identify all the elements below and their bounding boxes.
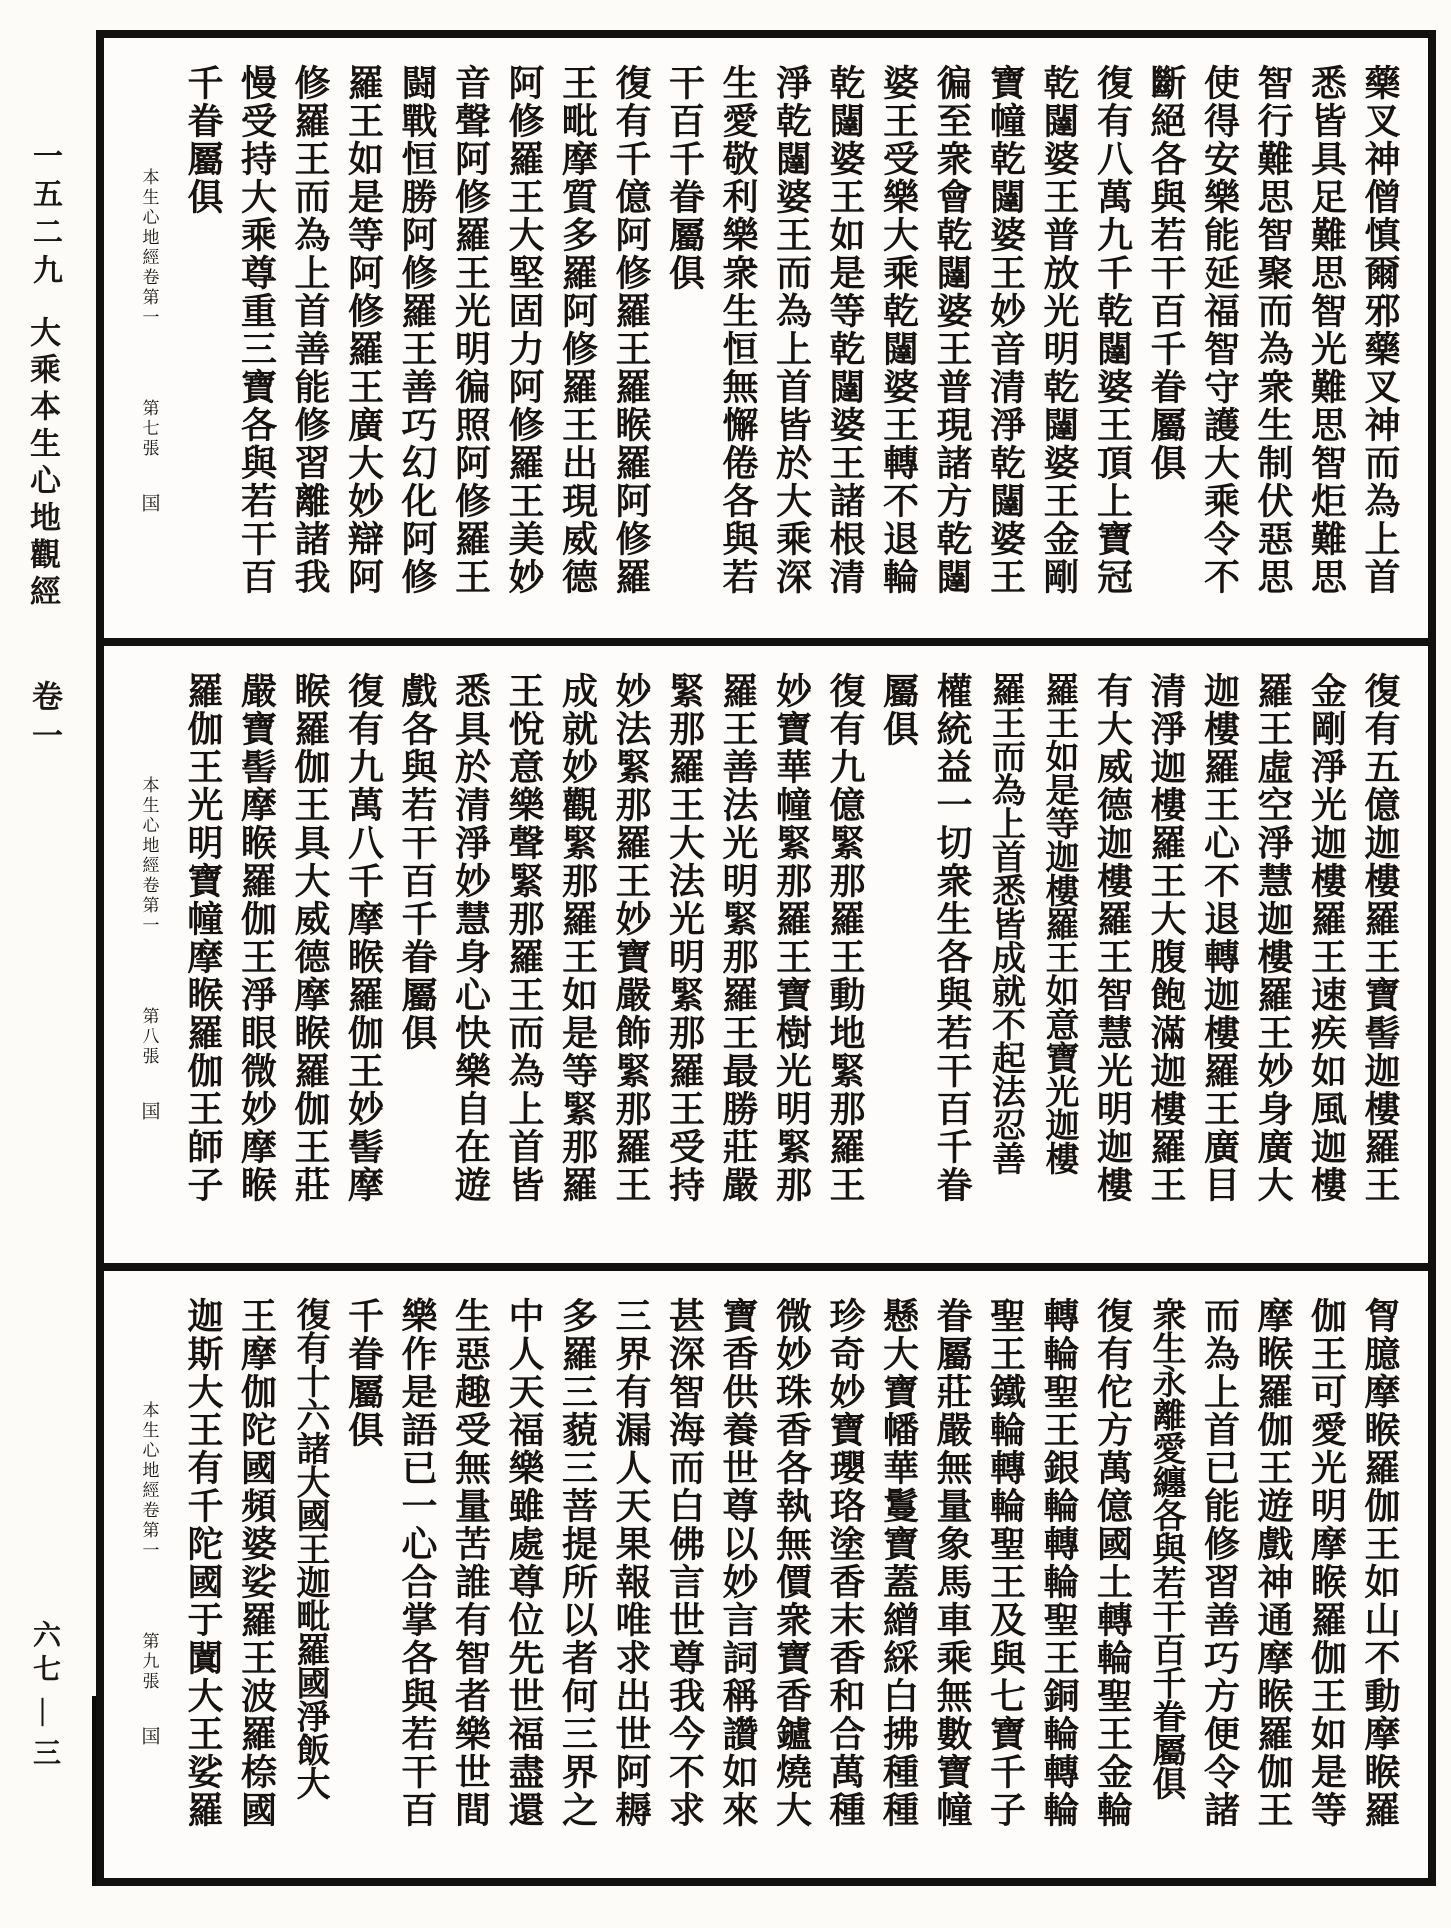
- sutra-column: 闘戰恒勝阿修羅王善巧幻化阿修: [397, 64, 437, 596]
- sutra-column: 悉具於清淨妙慧身心快樂自在遊: [450, 672, 491, 1204]
- note-sheet-number: 第七張: [139, 399, 159, 460]
- note-case-mark: 国: [138, 1100, 160, 1123]
- page-dash: —: [29, 1698, 60, 1732]
- sutra-column: 羅王善法光明緊那羅王最勝莊嚴: [718, 672, 758, 1204]
- page-frame: [96, 30, 1436, 1886]
- note-case-mark: 国: [138, 1725, 160, 1748]
- margin-volume-page: [24, 1620, 64, 1772]
- sheet-block-8: [104, 646, 1428, 1263]
- note-scripture-title: 本生心地經卷第一: [139, 168, 159, 328]
- sutra-column: 千眷屬俱: [183, 64, 223, 216]
- sutra-column: 王摩伽陀國頻婆娑羅王波羅㮈國: [236, 1297, 277, 1829]
- note-case-mark: 国: [138, 492, 160, 515]
- folio-note: [122, 1297, 176, 1876]
- sutra-column: 而為上首已能修習善巧方便令諸: [1199, 1297, 1240, 1829]
- folio-note: [122, 64, 176, 638]
- sutra-column: 樂作是語已一心合掌各與若干百: [397, 1297, 437, 1829]
- sutra-column: 妙寶華幢緊那羅王寶樹光明緊那: [771, 672, 812, 1204]
- sutra-column: 復有九億緊那羅王動地緊那羅王: [825, 672, 865, 1204]
- sutra-column: 乾闥婆王普放光明乾闥婆王金剛: [1039, 64, 1079, 596]
- sutra-column: 寶幢乾闥婆王妙音清淨乾闥婆王: [985, 64, 1026, 596]
- sutra-column: 生惡趣受無量苦誰有智者樂世間: [450, 1297, 491, 1829]
- sutra-column: 悉皆具足難思智光難思智炬難思: [1306, 64, 1347, 596]
- sutra-column: 迦斯大王有千陀國于闐大王娑羅: [183, 1297, 223, 1829]
- sutra-column: 緊那羅王大法光明緊那羅王受持: [664, 672, 705, 1204]
- margin-fascicle-label: 卷一: [27, 680, 62, 758]
- sutra-column: 多羅三藐三菩提所以者何三界之: [557, 1297, 598, 1829]
- sutra-column: 胷臆摩睺羅伽王如山不動摩睺羅: [1360, 1297, 1400, 1829]
- sutra-column: 金剛淨光迦樓羅王速疾如風迦樓: [1306, 672, 1347, 1204]
- sutra-column: 音聲阿修羅王光明徧照阿修羅王: [450, 64, 491, 596]
- sutra-column: 三界有漏人天果報唯求出世阿耨: [611, 1297, 651, 1829]
- sutra-column: 迦樓羅王心不退轉迦樓羅王廣目: [1199, 672, 1240, 1204]
- sutra-column: 羅王如是等阿修羅王廣大妙辯阿: [343, 64, 384, 596]
- sutra-column: 阿修羅王大堅固力阿修羅王美妙: [504, 64, 544, 596]
- sutra-column: 衆生永離愛纏各與若干百千眷屬俱: [1147, 1297, 1184, 1800]
- sutra-column: 戲各與若干百千眷屬俱: [397, 672, 437, 1052]
- sutra-column: 慢受持大乘尊重三寶各與若干百: [236, 64, 277, 596]
- sutra-column: 轉輪聖王銀輪轉輪聖王銅輪轉輪: [1039, 1297, 1079, 1829]
- sutra-column: 羅伽王光明寶幢摩睺羅伽王師子: [183, 672, 223, 1204]
- margin-sutra-title: 大乘本生心地觀經: [25, 316, 60, 612]
- sutra-column: 睺羅伽王具大威德摩睺羅伽王莊: [290, 672, 330, 1204]
- sheet-divider: [104, 1263, 1428, 1271]
- sutra-column: 王悅意樂聲緊那羅王而為上首皆: [504, 672, 544, 1204]
- sutra-column: 乾闥婆王如是等乾闥婆王諸根清: [825, 64, 865, 596]
- sutra-column: 修羅王而為上首善能修習離諸我: [290, 64, 330, 596]
- sutra-column: 摩睺羅伽王遊戲神通摩睺羅伽王: [1253, 1297, 1293, 1829]
- sutra-column: 王毗摩質多羅阿修羅王出現威德: [557, 64, 598, 596]
- sutra-column: 嚴寶髻摩睺羅伽王淨眼微妙摩睺: [236, 672, 277, 1204]
- sutra-column: 權統益一切衆生各與若干百千眷: [932, 672, 972, 1204]
- sutra-column: 復有十六諸大國王迦毗羅國淨飯大: [291, 1297, 328, 1800]
- note-sheet-number: 第八張: [139, 1007, 159, 1068]
- sutra-column: 甚深智海而白佛言世尊我今不求: [664, 1297, 705, 1829]
- sutra-column: 生愛敬利樂衆生恒無懈倦各與若: [718, 64, 758, 596]
- sutra-column: 羅王而為上首悉皆成就不起法忍善: [986, 672, 1024, 1175]
- sutra-column: 藥叉神僧慎爾邪藥叉神而為上首: [1360, 64, 1400, 596]
- sutra-column: 羅王虛空淨慧迦樓羅王妙身廣大: [1253, 672, 1293, 1204]
- sutra-column: 寶香供養世尊以妙言詞稱讚如來: [718, 1297, 758, 1829]
- sutra-column: 清淨迦樓羅王大腹飽滿迦樓羅王: [1146, 672, 1186, 1204]
- sutra-column: 羅王如是等迦樓羅王如意寶光迦樓: [1040, 672, 1077, 1175]
- sutra-column: 伽王可愛光明摩睺羅伽王如是等: [1306, 1297, 1347, 1829]
- sutra-column: 徧至衆會乾闥婆王普現諸方乾闥: [932, 64, 972, 596]
- sutra-column: 干百千眷屬俱: [664, 64, 705, 292]
- sutra-column: 復有九萬八千摩睺羅伽王妙髻摩: [343, 672, 384, 1204]
- note-scripture-title: 本生心地經卷第一: [139, 776, 159, 936]
- page-number: 三: [29, 1738, 60, 1772]
- sutra-column: 懸大寶幡華鬘寶蓋繒綵白拂種種: [878, 1297, 919, 1829]
- note-scripture-title: 本生心地經卷第一: [139, 1401, 159, 1561]
- sheet-block-7: [104, 38, 1428, 638]
- sutra-column: 復有佗方萬億國土轉輪聖王金輪: [1092, 1297, 1133, 1829]
- sutra-column: 婆王受樂大乘乾闥婆王轉不退輪: [878, 64, 919, 596]
- sheet-divider: [104, 638, 1428, 646]
- sutra-column: 智行難思智聚而為衆生制伏惡思: [1253, 64, 1293, 596]
- sutra-column: 淨乾闥婆王而為上首皆於大乘深: [771, 64, 812, 596]
- sutra-column: 妙法緊那羅王妙寶嚴飾緊那羅王: [611, 672, 651, 1204]
- sutra-column: 眷屬莊嚴無量象馬車乘無數寶幢: [932, 1297, 972, 1829]
- sutra-column: 復有千億阿修羅王羅睺羅阿修羅: [611, 64, 651, 596]
- sutra-column: 屬俱: [878, 672, 919, 748]
- sutra-column: 中人天福樂雖處尊位先世福盡還: [504, 1297, 544, 1829]
- sutra-column: 斷絕各與若干百千眷屬俱: [1146, 64, 1186, 482]
- sutra-column: 千眷屬俱: [343, 1297, 384, 1449]
- sutra-column: 聖王鐵輪轉輪聖王及與七寶千子: [985, 1297, 1026, 1829]
- sutra-column: 珍奇妙寶瓔珞塗香末香和合萬種: [825, 1297, 865, 1829]
- folio-note: [122, 672, 176, 1263]
- sutra-column: 復有五億迦樓羅王寶髻迦樓羅王: [1360, 672, 1400, 1204]
- volume-number: 六七: [29, 1620, 60, 1688]
- sutra-column: 復有八萬九千乾闥婆王頂上寶冠: [1092, 64, 1133, 596]
- sutra-column: 微妙珠香各執無價衆寶香鑪燒大: [771, 1297, 812, 1829]
- sutra-column: 成就妙觀緊那羅王如是等緊那羅: [557, 672, 598, 1204]
- sutra-column: 使得安樂能延福智守護大乘令不: [1199, 64, 1240, 596]
- margin-serial-number: 一五二九: [28, 140, 61, 292]
- note-sheet-number: 第九張: [139, 1632, 159, 1693]
- sheet-block-9: [104, 1271, 1428, 1876]
- sutra-column: 有大威德迦樓羅王智慧光明迦樓: [1092, 672, 1133, 1204]
